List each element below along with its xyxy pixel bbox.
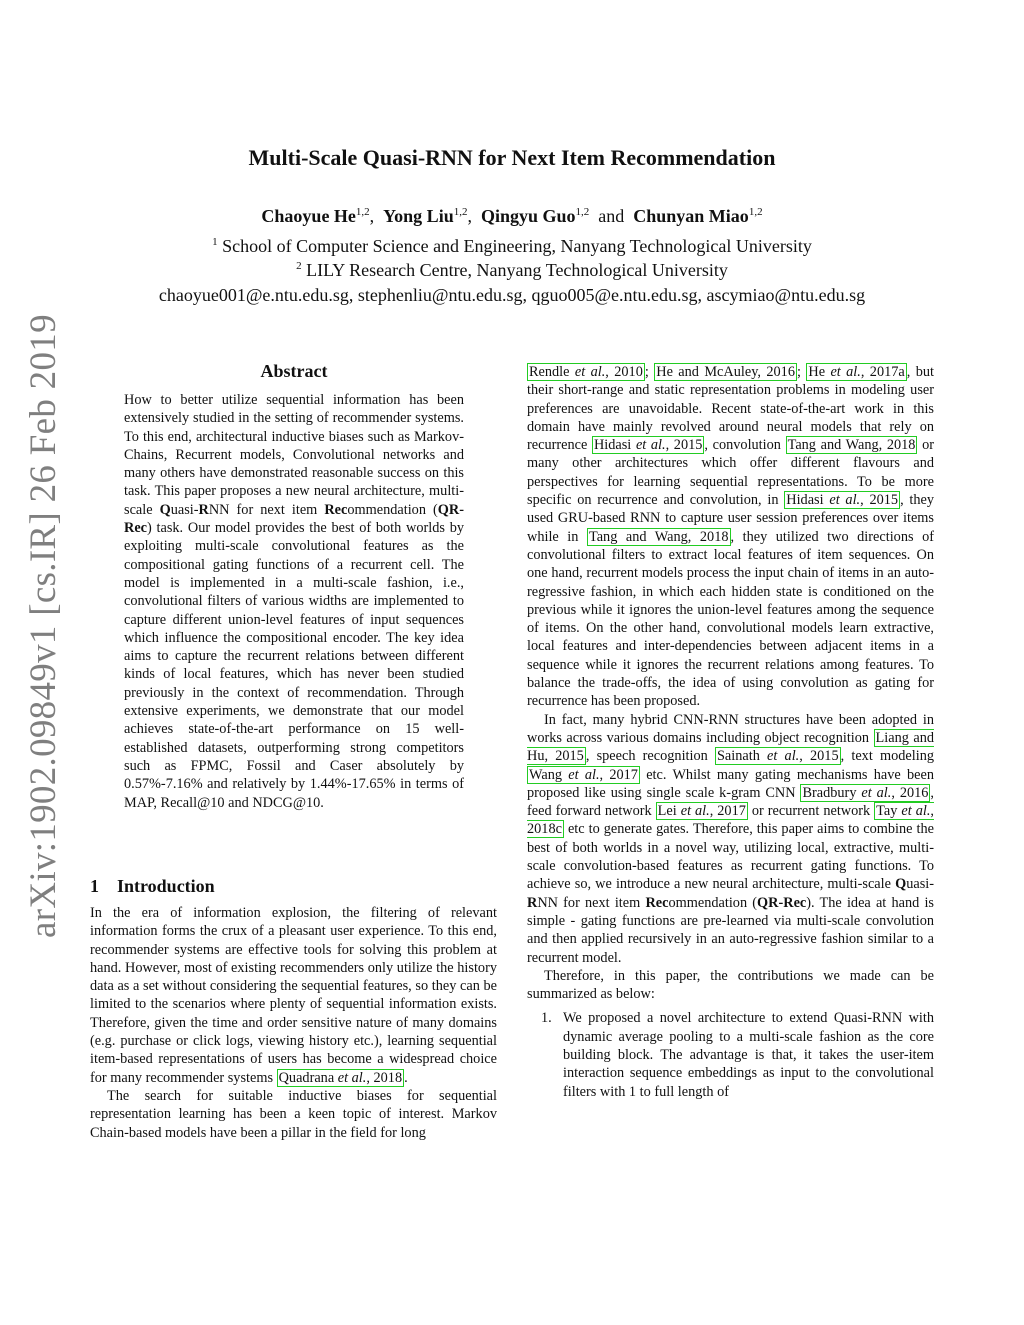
affiliation-mark: 1 [212,236,218,248]
author-name: Chunyan Miao [633,206,749,226]
author-affiliation-mark: 1,2 [453,206,468,218]
contributions-list [527,1009,934,1100]
left-column-text [90,904,497,1142]
citation-link[interactable]: Rendle et al., 2010 [529,364,643,380]
author-emails: chaoyue001@e.ntu.edu.sg, stephenliu@ntu.edu.sg, qguo005@e.ntu.edu.sg, ascymiao@ntu.edu.sg [158,285,866,305]
author-separator: , [467,206,472,226]
citation-link[interactable]: Sainath et al., 2015 [716,748,839,765]
right-paragraph-2: In fact, many hybrid CNN-RNN structures have been adopted in works across various domains including object recognition Liang and Hu, 2015 , speech recognition Sainath et al., 2015 , text modeling Wang et al., 2017 etc. Whilst many gating mechanisms have been proposed like using single scale k-gram CNN Bradbury et al., 2016 , feed forward network Lei et al., 2017 or recurrent network Tay et al., 2018c etc to generate gates. Therefore, this paper aims to combine the best of both worlds in a novel way, utilizing local, extractive, multi-scale convolution-based features as recurrent gating functions. To achieve so, we introduce a new neural architecture, multi-scale Quasi-RNN for next item Recommendation (QR-Rec). The idea at hand is simple - gating functions are pre-learned via multi-scale convolution and then applied recursively in an auto-regressive fashion similar to a recurrent model. [527,711,934,966]
right-paragraph-1: Rendle et al., 2010 ; He and McAuley, 2016 ; He et al., 2017a , but their short-range and static representation problems in modeling user preferences are unavoidable. Recent state-of-the-art work in this domain have mainly revolved around neural models that rely on recurrence Hidasi et al., 2015 , convolution Tang and Wang, 2018 or many other architectures which offer different flavours and perspectives for learning sequential representations. To be more specific on recurrence and convolution, in Hidasi et al., 2015 , they used GRU-based RNN to capture user session preferences over items while in Tang and Wang, 2018 , they utilized two directions of convolutional filters to extract local features of item sequences. On one hand, recurrent models process the input chain of items in an auto-regressive fashion, in which each hidden state is conditioned on the previous while it ignores the union-level features among the sequence of items. On the other hand, convolutional models learn extractive, local features and inter-dependencies between adjacent items in a sequence while it ignores the recurrent relations among features. To balance the trade-offs, the idea of using convolution as gating for recurrence has been proposed. [527,364,935,710]
citation-link[interactable]: Tang and Wang, 2018 [787,437,916,454]
citation-link[interactable]: Tang and Wang, 2018 [588,528,729,545]
citation-link[interactable]: Wang et al., 2017 [529,766,638,783]
intro-paragraph-2: The search for suitable inductive biases for sequential representation learning has been a keen topic of interest. Markov Chain-based models have been a pillar in the field for long [90,1087,497,1141]
affiliation-mark: 2 [296,260,302,272]
author-name: Qingyu Guo [480,206,576,226]
citation-link[interactable]: Liang and Hu, 2015 [527,729,934,765]
citation-link[interactable]: Bradbury et al., 2016 [802,784,929,801]
abstract-body: How to better utilize sequential information has been extensively studied in the setting of recommender systems. To this end, architectural inductive biases such as Markov-Chains, Recurrent models, Convolutional networks and many others have demonstrated reasonable success on this task. This paper proposes a new neural architecture, multi-scale Quasi-RNN for next item Recommendation (QR-Rec) task. Our model provides the best of both worlds by exploiting multi-scale convolutional features as the compositional gating functions of a recurrent cell. The model is implemented in a multi-scale fashion, i.e., convolutional filters of various widths are implemented to capture different union-level features of input sequences which influence the compositional encoder. The key idea aims to capture the recurrent relations between different kinds of local features, which has never been studied previously in the context of recommendation. Through extensive experiments, we demonstrate that our model achieves state-of-the-art performance on 15 well-established datasets, outperforming strong competitors such as FPMC, Fossil and Caser absolutely by 0.57%-7.16% and relatively by 1.44%-17.65% in terms of MAP, Recall@10 and NDCG@10. [124,392,464,811]
affiliation-2 [0,260,1024,281]
citation-link[interactable]: Hidasi et al., 2015 [593,437,703,454]
affiliation-text: LILY Research Centre, Nanyang Technological University [306,260,728,280]
author-name: Yong Liu [383,206,454,226]
list-text: We proposed a novel architecture to extend Quasi-RNN with dynamic average pooling to a multi-scale fashion as the core building block. The advantage is that, it takes the user-item interaction sequence embeddings as input to the convolutional filters with 1 to full length of [563,1010,934,1100]
citation-link[interactable]: He et al., 2017a [808,364,905,380]
arxiv-identifier: arXiv:1902.09849v1 [cs.IR] 26 Feb 2019 [23,314,64,938]
section-number: 1 [90,876,99,896]
citation-link[interactable]: He and McAuley, 2016 [656,364,795,380]
section-title: Introduction [117,876,215,896]
citation-link[interactable]: Tay et al., 2018c [527,803,934,838]
author-and: and [598,206,625,226]
author-name: Chaoyue He [261,206,356,226]
abstract-heading: Abstract [260,361,328,381]
author-list [0,206,1024,227]
affiliation-text: School of Computer Science and Engineering, Nanyang Technological University [222,236,812,256]
intro-paragraph-1: In the era of information explosion, the filtering of relevant information forms the crux of a pleasant user experience. To this end, recommender systems are effective tools for solving this problem at hand. However, most of existing recommenders only utilize the history data as a set without considering the sequential features, so they can be limited to the scenarios where plenty of sequential information exists. Therefore, given the time and order sensitive nature of many domains (e.g. purchase or click logs, viewing history etc.), learning sequential item-based representations of users has become a widespread choice for many recommender systems Quadrana et al., 2018 . [90,905,497,1086]
author-affiliation-mark: 1,2 [575,206,590,218]
list-item [527,1009,934,1100]
right-paragraph-3: Therefore, in this paper, the contributions we made can be summarized as below: [527,967,934,1003]
citation-link[interactable]: Quadrana et al., 2018 [278,1069,403,1086]
right-column-text [527,363,934,1101]
author-affiliation-mark: 1,2 [355,206,370,218]
citation-link[interactable]: Lei et al., 2017 [657,803,746,820]
author-separator: , [369,206,375,226]
affiliation-1 [0,236,1024,257]
paper-title: Multi-Scale Quasi-RNN for Next Item Recommendation [248,145,776,170]
list-number: 1. [541,1010,552,1027]
author-affiliation-mark: 1,2 [748,206,763,218]
section-heading-introduction [90,876,215,897]
citation-link[interactable]: Hidasi et al., 2015 [786,492,899,509]
